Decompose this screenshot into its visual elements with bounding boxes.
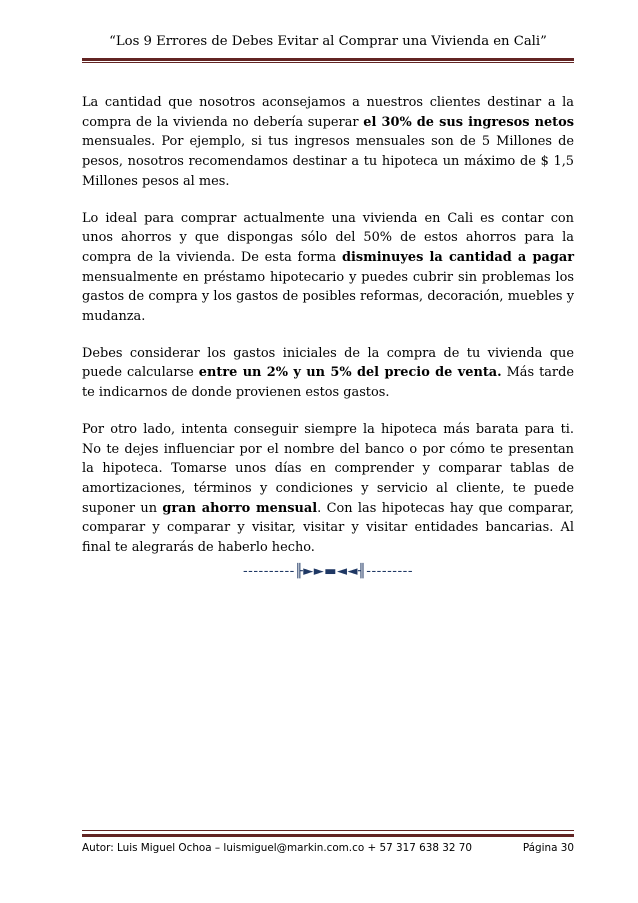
paragraph-text: La cantidad que nosotros aconsejamos a nuestros clientes destinar a la compra de la vivienda no debería superar: [82, 95, 574, 130]
footer-rule: [82, 834, 574, 837]
paragraph-text: mensuales. Por ejemplo, si tus ingresos mensuales son de 5 Millones de pesos, nosotros recomendamos destinar a tu hipoteca un máximo de $ 1,5 Millones pesos al mes.: [82, 134, 574, 189]
footer-rule-thin: [82, 830, 574, 831]
header-rule-thin: [82, 62, 574, 63]
paragraph-text: Más tarde te indicarnos de donde provienen estos gastos.: [82, 365, 574, 401]
header-rule: [82, 58, 574, 61]
paragraph-emphasis: disminuyes la cantidad a pagar: [341, 249, 574, 265]
paragraph-1: [82, 93, 574, 192]
paragraph-emphasis: gran ahorro mensual: [162, 500, 318, 516]
paragraph-text: Por otro lado, intenta conseguir siempre la hipoteca más barata para ti. No te dejes influenciar por el nombre del banco o por cómo te presentan la hipoteca. Tomarse unos días en comprender y comparar tablas de amortizaciones, términos y condiciones y servicio al cliente, te puede suponer un: [82, 421, 574, 516]
paragraph-2: [82, 209, 574, 327]
paragraph-3: [82, 344, 574, 403]
footer-author: Autor: Luis Miguel Ochoa – luismiguel@markin.com.co + 57 317 638 32 70: [82, 842, 473, 854]
paragraph-emphasis: entre un 2% y un 5% del precio de venta.: [198, 365, 502, 381]
footer-page-number: Página 30: [522, 842, 574, 854]
paragraph-text: Debes considerar los gastos iniciales de la compra de tu vivienda que puede calcularse: [82, 345, 574, 381]
body-text: [82, 93, 574, 575]
paragraph-4: [82, 420, 574, 558]
ornament-divider: ----------╟►►▬◄◄╢---------: [242, 564, 414, 579]
paragraph-text: . Con las hipotecas hay que comparar, comparar y comparar y visitar, visitar y visitar entidades bancarias. Al final te alegrarás de haberlo hecho.: [82, 500, 574, 556]
paragraph-text: mensualmente en préstamo hipotecario y puedes cubrir sin problemas los gastos de compra y los gastos de posibles reformas, decoración, muebles y mudanza.: [82, 269, 574, 325]
paragraph-emphasis: el 30% de sus ingresos netos: [363, 114, 574, 130]
header-title: “Los 9 Errores de Debes Evitar al Comprar una Vivienda en Cali”: [109, 34, 547, 49]
paragraph-text: Lo ideal para comprar actualmente una vivienda en Cali es contar con unos ahorros y que dispongas sólo del 50% de estos ahorros para la compra de la vivienda. De esta forma: [82, 210, 574, 265]
